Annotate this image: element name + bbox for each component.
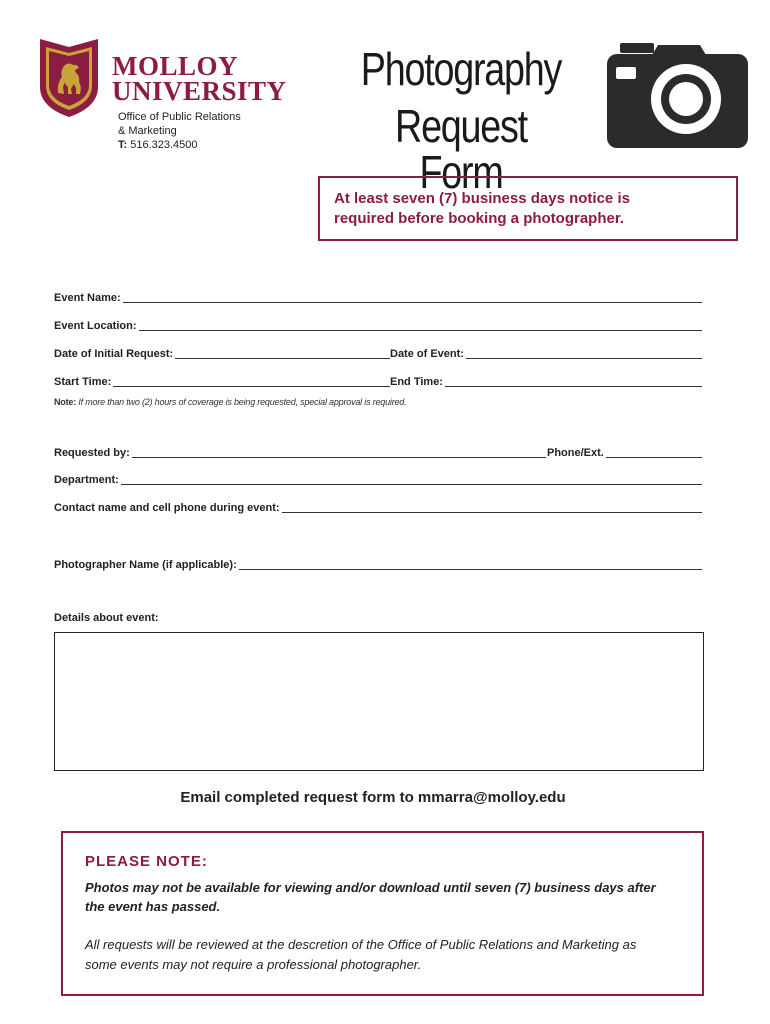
end-time-label: End Time: <box>390 376 443 388</box>
photographer-name-label: Photographer Name (if applicable): <box>54 559 237 571</box>
coverage-note <box>54 397 406 407</box>
date-initial-request-label: Date of Initial Request: <box>54 348 174 360</box>
phone-label: T: <box>118 139 128 151</box>
phone-number: 516.323.4500 <box>130 139 198 151</box>
requested-by-field[interactable] <box>54 445 546 459</box>
email-instruction: Email completed request form to mmarra@molloy.edu <box>180 789 566 806</box>
note-text: If more than two (2) hours of coverage is being requested, special approval is required. <box>78 397 407 407</box>
office-name-line2: & Marketing <box>118 125 177 137</box>
camera-icon <box>606 41 749 149</box>
details-textarea[interactable] <box>54 632 704 771</box>
please-note-title: PLEASE NOTE: <box>85 853 208 870</box>
form-title-line2: Request Form <box>395 100 527 198</box>
date-of-event-label: Date of Event: <box>390 348 464 360</box>
office-phone <box>118 139 198 152</box>
notice-text-line2: required before booking a photographer. <box>334 210 625 227</box>
office-name-line1: Office of Public Relations <box>118 111 241 123</box>
please-note-bold-line1: Photos may not be available for viewing and/or download until seven (7) business days after <box>85 880 656 895</box>
department-label: Department: <box>54 474 119 486</box>
end-time-field[interactable] <box>390 374 702 388</box>
event-location-label: Event Location: <box>54 320 137 332</box>
start-time-label: Start Time: <box>54 376 112 388</box>
notice-text-line1: At least seven (7) business days notice is <box>334 190 630 207</box>
contact-name-field[interactable] <box>54 500 702 514</box>
event-location-field[interactable] <box>54 318 702 332</box>
start-time-field[interactable] <box>54 374 390 388</box>
please-note-italic-line2: some events may not require a professional photographer. <box>85 957 422 972</box>
university-name-line2: UNIVERSITY <box>112 76 287 106</box>
please-note-bold-line2: the event has passed. <box>85 899 221 914</box>
university-name-line1: MOLLOY <box>112 51 239 81</box>
date-of-event-field[interactable] <box>390 346 702 360</box>
please-note-italic-line1: All requests will be reviewed at the descretion of the Office of Public Relations and Marketing as <box>85 937 637 952</box>
phone-ext-label: Phone/Ext. <box>547 447 604 459</box>
contact-name-label: Contact name and cell phone during event: <box>54 502 280 514</box>
event-name-label: Event Name: <box>54 292 121 304</box>
event-name-field[interactable] <box>54 290 702 304</box>
date-initial-request-field[interactable] <box>54 346 390 360</box>
details-label: Details about event: <box>54 612 159 624</box>
photographer-name-field[interactable] <box>54 557 702 571</box>
molloy-shield-logo-icon <box>38 37 100 119</box>
requested-by-label: Requested by: <box>54 447 130 459</box>
department-field[interactable] <box>54 472 702 486</box>
form-title-line1: Photography <box>360 43 562 95</box>
note-label: Note: <box>54 397 76 407</box>
phone-ext-field[interactable] <box>547 445 702 459</box>
